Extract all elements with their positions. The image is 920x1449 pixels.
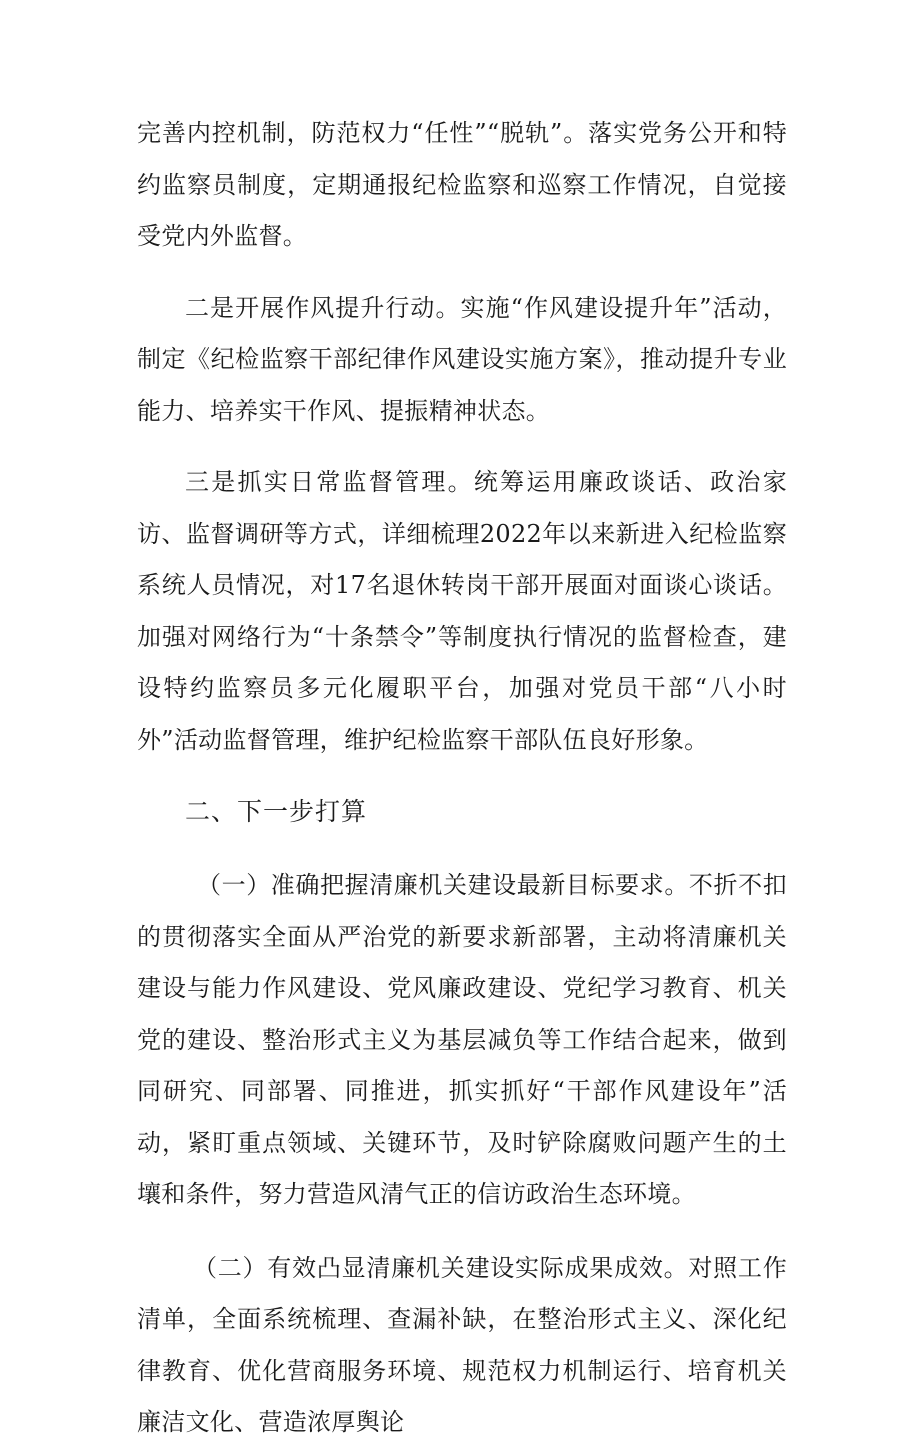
document-body bbox=[137, 108, 787, 1449]
paragraph-results-effects: （二）有效凸显清廉机关建设实际成果成效。对照工作清单，全面系统梳理、查漏补缺，在整治形式主义、深化纪律教育、优化营商服务环境、规范权力机制运行、培育机关廉洁文化、营造浓厚舆论 bbox=[137, 1253, 787, 1436]
paragraph-style-improvement: 二是开展作风提升行动。实施“作风建设提升年”活动，制定《纪检监察干部纪律作风建设实施方案》，推动提升专业能力、培养实干作风、提振精神状态。 bbox=[137, 293, 787, 425]
section-heading-next-steps: 二、下一步打算 bbox=[185, 797, 368, 826]
paragraph-daily-supervision: 三是抓实日常监督管理。统筹运用廉政谈话、政治家访、监督调研等方式，详细梳理2022年以来新进入纪检监察系统人员情况，对17名退休转岗干部开展面对面谈心谈话。加强对网络行为“十条禁令”等制度执行情况的监督检查，建设特约监察员多元化履职平台，加强对党员干部“八小时外”活动监督管理，维护纪检监察干部队伍良好形象。 bbox=[137, 468, 787, 754]
paragraph-target-requirements: （一）准确把握清廉机关建设最新目标要求。不折不扣的贯彻落实全面从严治党的新要求新部署，主动将清廉机关建设与能力作风建设、党风廉政建设、党纪学习教育、机关党的建设、整治形式主义为基层减负等工作结合起来，做到同研究、同部署、同推进，抓实抓好“干部作风建设年”活动，紧盯重点领域、关键环节，及时铲除腐败问题产生的土壤和条件，努力营造风清气正的信访政治生态环境。 bbox=[137, 871, 787, 1208]
paragraph-internal-control: 完善内控机制，防范权力“任性”“脱轨”。落实党务公开和特约监察员制度，定期通报纪检监察和巡察工作情况，自觉接受党内外监督。 bbox=[137, 119, 787, 250]
